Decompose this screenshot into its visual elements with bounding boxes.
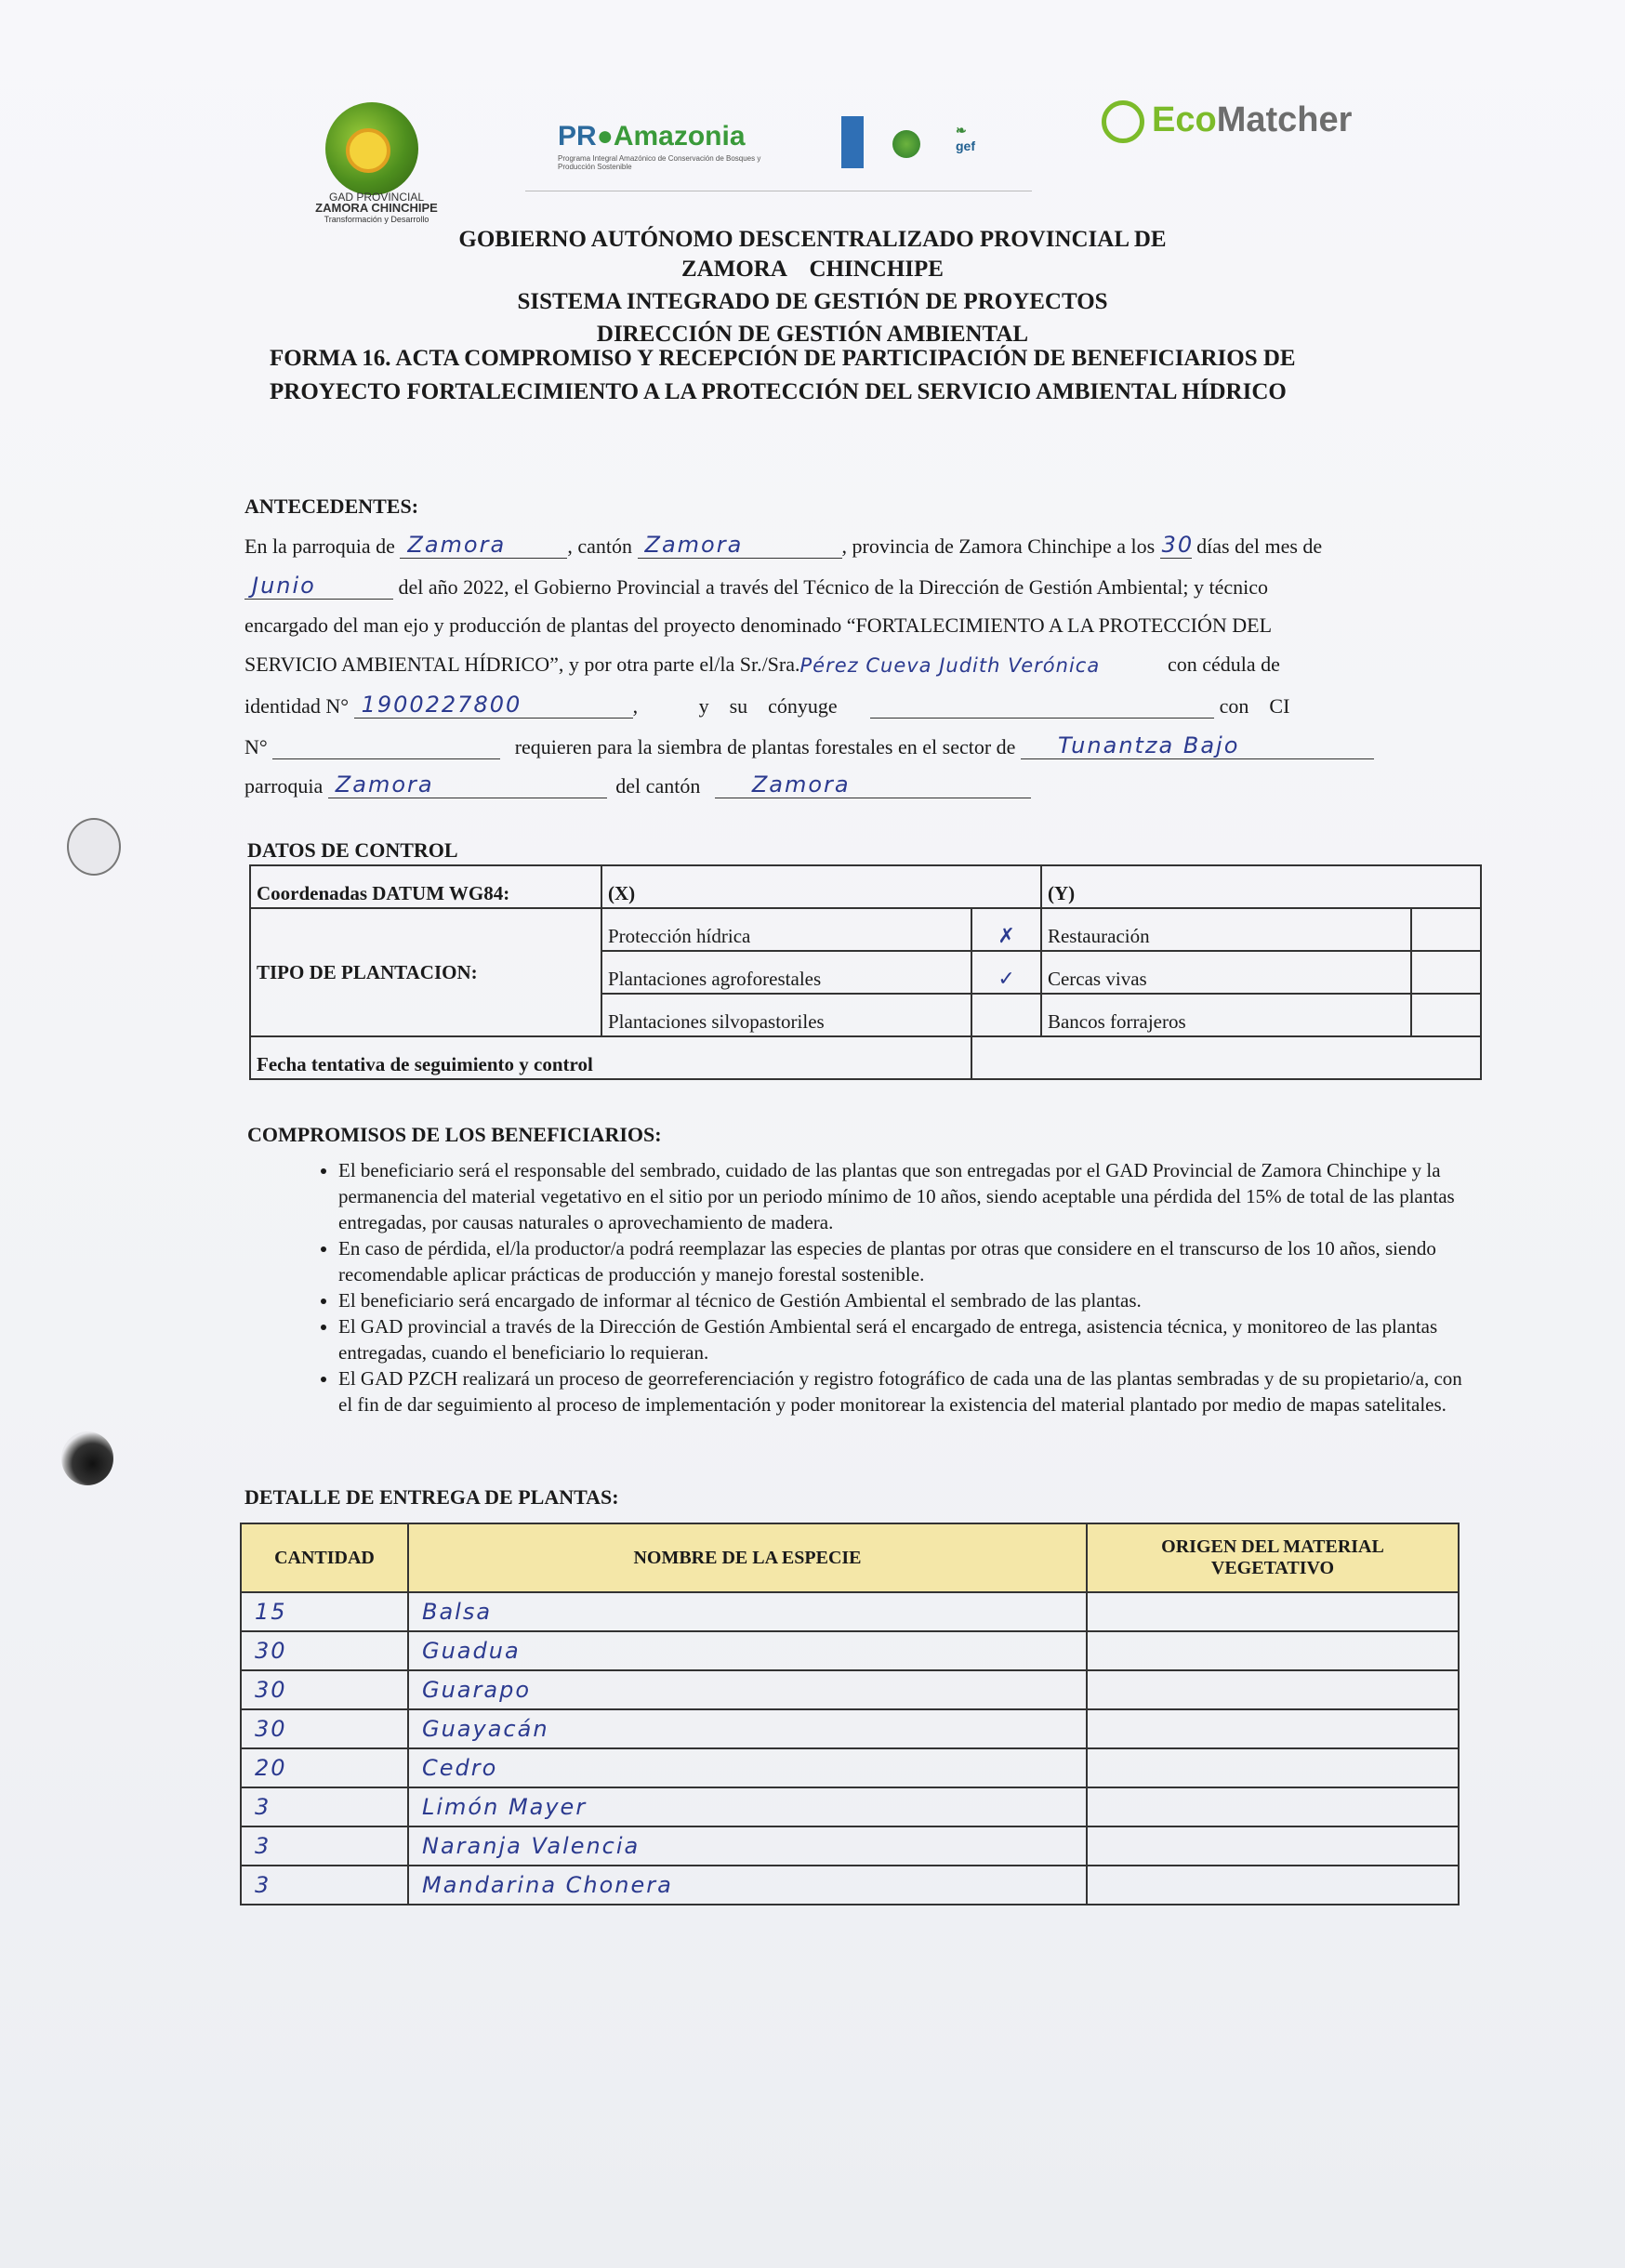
proamazonia-leaf-icon: ● [596, 121, 614, 152]
gad-logo-line2: ZAMORA CHINCHIPE [315, 201, 438, 215]
origen-cell[interactable] [1087, 1826, 1459, 1866]
gad-logo-line3: Transformación y Desarrollo [324, 215, 429, 224]
especie-cell[interactable]: Guayacán [408, 1709, 1087, 1748]
antecedentes-line7 [244, 773, 1434, 798]
compromiso-item-3: • El beneficiario será encargado de informar al técnico de Gestión Ambiental el sembrado de las plantas. [338, 1287, 1463, 1313]
field-mes[interactable]: Junio [252, 573, 316, 599]
antecedentes-heading: ANTECEDENTES: [244, 494, 419, 518]
field-canton2[interactable]: Zamora [751, 771, 851, 798]
opt-cercas: Cercas vivas [1041, 951, 1411, 994]
col-origen-line1: ORIGEN DEL MATERIAL [1161, 1536, 1384, 1557]
cantidad-cell[interactable]: 30 [241, 1670, 408, 1709]
especie-cell[interactable]: Naranja Valencia [408, 1826, 1087, 1866]
field-parroquia[interactable]: Zamora [407, 532, 507, 558]
especie-cell[interactable]: Guarapo [408, 1670, 1087, 1709]
table-row [241, 1592, 1459, 1631]
origen-cell[interactable] [1087, 1592, 1459, 1631]
field-nombre[interactable]: Pérez Cueva Judith Verónica [799, 654, 1101, 677]
cantidad-cell[interactable]: 30 [241, 1709, 408, 1748]
field-conyuge[interactable] [870, 693, 1214, 719]
text-dias: días del mes de [1196, 534, 1323, 558]
form-title [270, 342, 1422, 409]
check-restauracion[interactable] [1411, 908, 1481, 951]
text-del-canton: del cantón [615, 774, 701, 798]
control-heading: DATOS DE CONTROL [247, 838, 458, 862]
cantidad-cell[interactable]: 30 [241, 1631, 408, 1670]
undp-logo-icon [841, 116, 864, 168]
punch-hole-top [67, 818, 121, 876]
cantidad-cell[interactable]: 3 [241, 1866, 408, 1905]
antecedentes-line5 [244, 693, 1434, 719]
coord-y-label: (Y) [1047, 882, 1076, 904]
gad-sun-icon [346, 128, 390, 173]
table-row [241, 1826, 1459, 1866]
table-row [241, 1631, 1459, 1670]
opt-restauracion: Restauración [1041, 908, 1411, 951]
col-origen-line2: VEGETATIVO [1210, 1558, 1335, 1578]
origen-cell[interactable] [1087, 1709, 1459, 1748]
especie-cell[interactable]: Mandarina Chonera [408, 1866, 1087, 1905]
punch-hole-bottom [61, 1431, 113, 1485]
origen-cell[interactable] [1087, 1787, 1459, 1826]
compromisos-list [307, 1157, 1463, 1418]
text-canton: , cantón [567, 534, 633, 558]
ecomatcher-text-a: Eco [1152, 100, 1217, 140]
title-line2: ZAMORA CHINCHIPE [681, 257, 944, 282]
col-cantidad: CANTIDAD [241, 1523, 408, 1592]
opt-agroforestales: Plantaciones agroforestales [601, 951, 971, 994]
field-parroquia2[interactable]: Zamora [335, 771, 434, 798]
text-con-ci: con CI [1219, 694, 1290, 718]
coord-x-cell[interactable] [601, 865, 1041, 908]
compromiso-item-4: • El GAD provincial a través de la Dirección de Gestión Ambiental será el encargado de entrega, asistencia técnica, y monitoreo de las plantas entregadas, cuando el beneficiario lo requieran. [338, 1313, 1463, 1365]
text-parroquia2: parroquia [244, 774, 324, 798]
cantidad-cell[interactable]: 20 [241, 1748, 408, 1787]
proamazonia-logo [558, 121, 790, 171]
text-requieren: requieren para la siembra de plantas forestales en el sector de [514, 735, 1016, 758]
ecomatcher-logo [1102, 100, 1352, 143]
gef-label: gef [956, 138, 975, 153]
fecha-field[interactable] [971, 1036, 1481, 1079]
antecedentes-line4 [244, 653, 1434, 677]
opt-bancos: Bancos forrajeros [1041, 994, 1411, 1036]
table-row [241, 1670, 1459, 1709]
check-bancos[interactable] [1411, 994, 1481, 1036]
table-row [241, 1709, 1459, 1748]
gef-logo [956, 123, 975, 153]
compromiso-item-1: • El beneficiario será el responsable del sembrado, cuidado de las plantas que son entregadas por el GAD Provincial de Zamora Chinchipe y la permanencia del material vegetativo en el sitio por un periodo mínimo de 10 años, siendo aceptable una pérdida del 15% de total de las plantas entregadas, por causas naturales o aprovechamiento de madera. [338, 1157, 1463, 1235]
table-row [241, 1866, 1459, 1905]
gef-leaf-icon: ❧ [956, 123, 967, 138]
text-comma: , [632, 694, 639, 718]
ecomatcher-text-b: Matcher [1216, 100, 1353, 140]
origen-cell[interactable] [1087, 1670, 1459, 1709]
cantidad-cell[interactable]: 15 [241, 1592, 408, 1631]
control-row-tipo1 [250, 908, 1481, 951]
especie-cell[interactable]: Cedro [408, 1748, 1087, 1787]
gad-zamora-logo [297, 102, 465, 223]
table-row [241, 1787, 1459, 1826]
compromiso-item-5: • El GAD PZCH realizará un proceso de georreferenciación y registro fotográfico de cada una de las plantas sembradas y de su propietario/a, con el fin de dar seguimiento al proceso de implementación y poder monitorear la existencia del material plantado por medio de mapas satelitales. [338, 1365, 1463, 1418]
text-cedula: con cédula de [1168, 653, 1280, 676]
field-sector[interactable]: Tunantza Bajo [1057, 732, 1240, 758]
text-identidad: identidad N° [244, 694, 350, 718]
plantas-heading: DETALLE DE ENTREGA DE PLANTAS: [244, 1485, 619, 1509]
field-cedula[interactable]: 1900227800 [361, 692, 522, 718]
text-provincia: , provincia de Zamora Chinchipe a los [841, 534, 1156, 558]
proamazonia-text-a: PR [558, 121, 597, 152]
form-title-line2: PROYECTO FORTALECIMIENTO A LA PROTECCIÓN DEL SERVICIO AMBIENTAL HÍDRICO [270, 379, 1287, 404]
text-servicio: SERVICIO AMBIENTAL HÍDRICO”, y por otra parte el/la Sr./Sra. [244, 653, 800, 676]
compromiso-item-2: • En caso de pérdida, el/la productor/a podrá reemplazar las especies de plantas por otras que considere en el transcurso de los 10 años, siendo recomendable aplicar prácticas de producción y manejo forestal sostenible. [338, 1235, 1463, 1287]
check-silvopastoriles[interactable] [971, 994, 1041, 1036]
origen-cell[interactable] [1087, 1866, 1459, 1905]
control-row-fecha [250, 1036, 1481, 1079]
check-cercas[interactable] [1411, 951, 1481, 994]
tipo-label: TIPO DE PLANTACION: [250, 908, 601, 1036]
control-table [249, 864, 1482, 1080]
form-title-line1: FORMA 16. ACTA COMPROMISO Y RECEPCIÓN DE PARTICIPACIÓN DE BENEFICIARIOS DE [270, 346, 1296, 371]
col-especie: NOMBRE DE LA ESPECIE [408, 1523, 1087, 1592]
text-parroquia: En la parroquia de [244, 534, 395, 558]
title-line4: DIRECCIÓN DE GESTIÓN AMBIENTAL [596, 322, 1029, 347]
antecedentes-line1 [244, 534, 1434, 559]
cantidad-cell[interactable]: 3 [241, 1787, 408, 1826]
field-conyuge-ci[interactable] [272, 734, 500, 759]
opt-proteccion: Protección hídrica [601, 908, 971, 951]
fecha-label: Fecha tentativa de seguimiento y control [250, 1036, 971, 1079]
compromisos-heading: COMPROMISOS DE LOS BENEFICIARIOS: [247, 1123, 662, 1146]
ecomatcher-pin-icon [1102, 100, 1144, 143]
table-row [241, 1748, 1459, 1787]
control-row-coords [250, 865, 1481, 908]
field-dias[interactable]: 30 [1161, 532, 1195, 558]
proamazonia-text-b: Amazonia [613, 121, 746, 152]
plants-table [240, 1523, 1460, 1905]
antecedentes-line3: encargado del man ejo y producción de plantas del proyecto denominado “FORTALECIMIENTO A LA PROTECCIÓN DEL [244, 613, 1273, 637]
coords-label: Coordenadas DATUM WG84: [250, 865, 601, 908]
especie-cell[interactable]: Guadua [408, 1631, 1087, 1670]
opt-silvopastoriles: Plantaciones silvopastoriles [601, 994, 971, 1036]
title-line3: SISTEMA INTEGRADO DE GESTIÓN DE PROYECTOS [517, 289, 1108, 314]
especie-cell[interactable]: Balsa [408, 1592, 1087, 1631]
environment-ministry-logo-icon [892, 130, 920, 158]
origen-cell[interactable] [1087, 1748, 1459, 1787]
title-line1: GOBIERNO AUTÓNOMO DESCENTRALIZADO PROVINCIAL DE [458, 227, 1167, 252]
gad-logo-line1: GAD PROVINCIAL [328, 191, 425, 204]
plants-header-row [241, 1523, 1459, 1592]
check-agroforestales[interactable]: ✓ [971, 951, 1041, 994]
especie-cell[interactable]: Limón Mayer [408, 1787, 1087, 1826]
origen-cell[interactable] [1087, 1631, 1459, 1670]
coord-y-cell[interactable] [1041, 865, 1481, 908]
coord-x-label: (X) [607, 882, 636, 904]
cantidad-cell[interactable]: 3 [241, 1826, 408, 1866]
col-origen [1087, 1523, 1459, 1592]
text-conyuge: y su cónyuge [698, 694, 838, 718]
antecedentes-line2 [244, 574, 1434, 600]
field-canton[interactable]: Zamora [644, 532, 744, 558]
check-proteccion[interactable]: ✗ [971, 908, 1041, 951]
text-anio: del año 2022, el Gobierno Provincial a través del Técnico de la Dirección de Gestión Ambiental; y técnico [398, 575, 1269, 599]
text-no: N° [244, 735, 268, 758]
proamazonia-subtitle: Programa Integral Amazónico de Conservación de Bosques y Producción Sostenible [558, 154, 761, 171]
antecedentes-line6 [244, 734, 1434, 759]
